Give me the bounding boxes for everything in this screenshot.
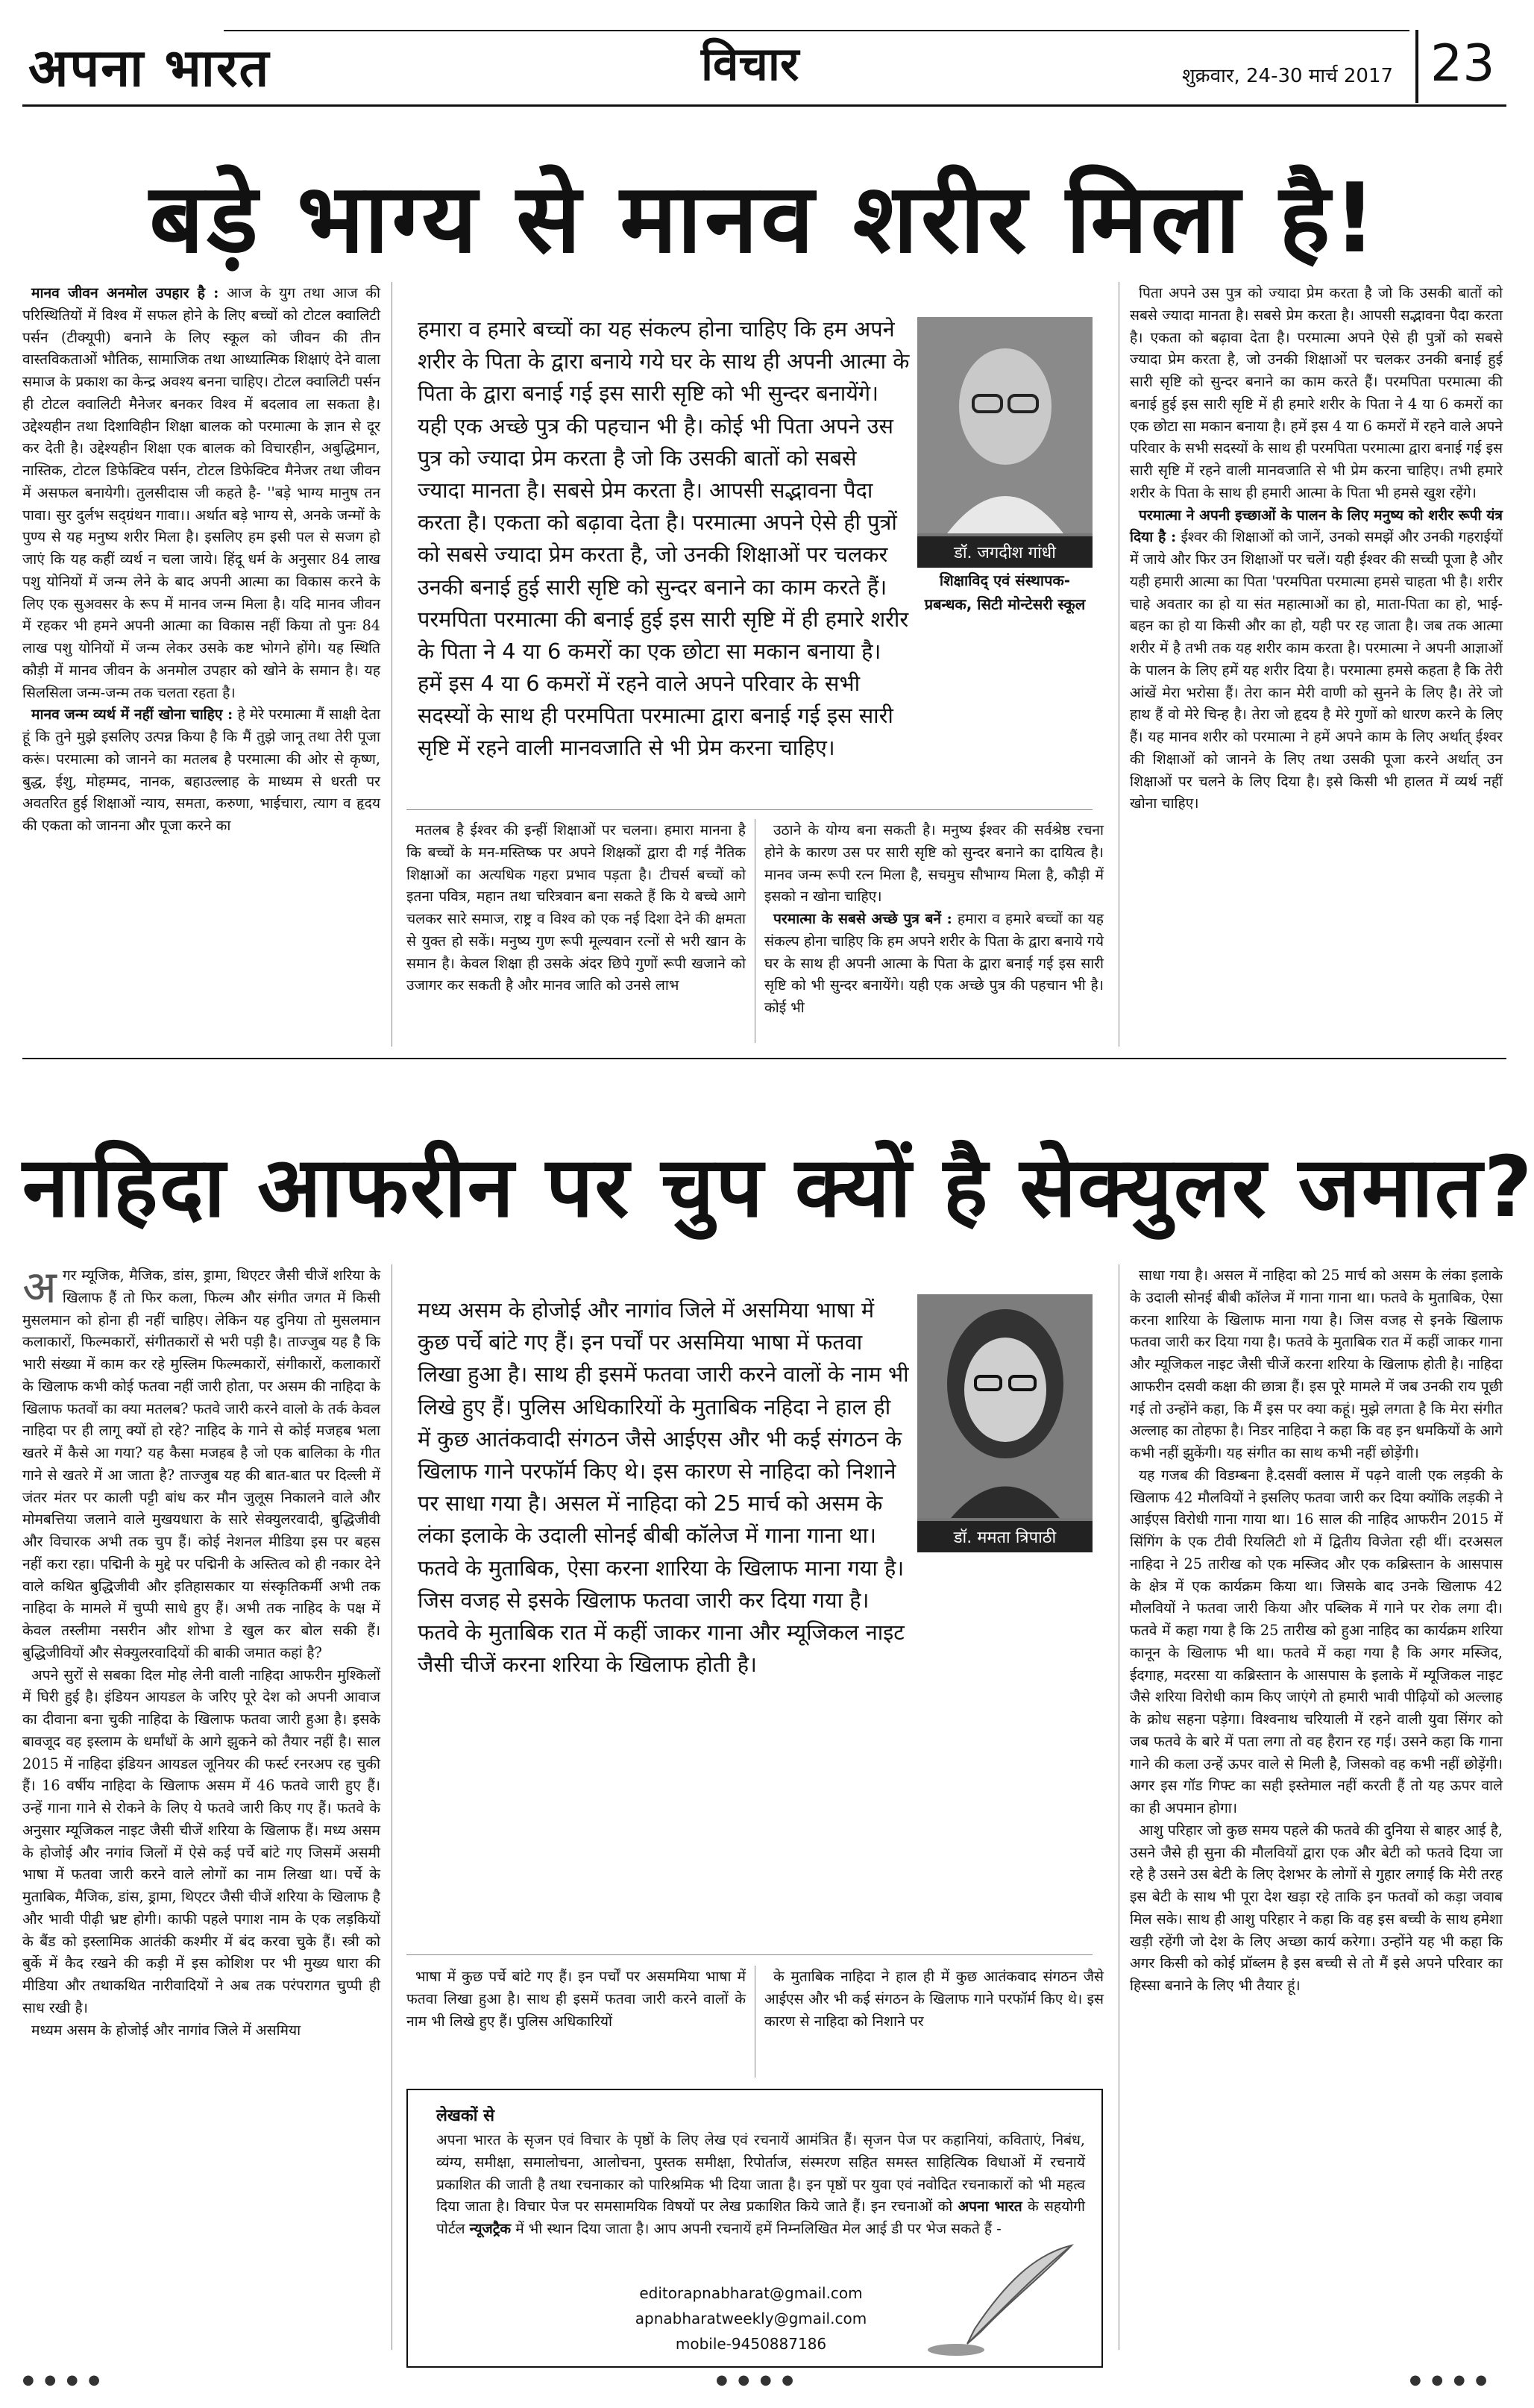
- article2-lead: [418, 1294, 910, 1943]
- article2-dropcap: अ: [22, 1261, 57, 1314]
- article1-column-4: [1130, 282, 1503, 1047]
- writers-notice-box: [406, 2089, 1103, 2368]
- author-affiliation: [914, 568, 1096, 616]
- notice-text: में भी स्थान दिया जाता है। आप अपनी रचनायें हमें निम्नलिखित मेल आई डी पर भेज सकते हैं -: [515, 2220, 1002, 2237]
- article1-paragraph: ईश्वर की शिक्षाओं को जानें, उनको समझें और उनकी गहराईयों में जाये और फिर उन शिक्षाओं पर चलें। यही ईश्वर की सच्ची पूजा है और यही हमारी आत्मा का पिता 'परमपिता परमात्मा हमसे चाहता भी है। शरीर चाहे अवतार का हो या संत महात्माओं का हो, माता-पिता का हो, भाई-बहन का हो या किसी और का हो, यही पर रह जाता है। जब तक आत्मा शरीर में है तभी तक यह शरीर काम करता है। परमात्मा ने अपनी आज्ञाओं के पालन के लिए हमें यह शरीर दिया है। परमात्मा हमसे कहता है कि तेरी आंखें मेरा भरोसा हैं। तेरा कान मेरी वाणी को सुनने के लिए है। तेरे जो हाथ हैं वो मेरे चिन्ह है। तेरा जो हृदय है मेरे गुणों को धारण करने के लिए हैं। यह मानव शरीर को परमात्मा ने हमें अपने काम के लिए अर्थात् ईश्वर की शिक्षाओं को जानने के लिए तथा उसकी पूजा करने अर्थात् उन शिक्षाओं पर चलने के लिए दिया है। इसे किसी भी हालत में व्यर्थ नहीं खोना चाहिए।: [1130, 528, 1503, 812]
- notice-brand: अपना भारत: [958, 2198, 1022, 2216]
- portrait-illustration: [917, 1294, 1093, 1518]
- affiliation-line: शिक्षाविद् एवं संस्थापक-: [939, 571, 1071, 589]
- masthead-divider: [1415, 30, 1418, 103]
- article1-lead: [418, 313, 910, 761]
- footer-dots-center: ● ● ● ●: [716, 2372, 796, 2388]
- article2-headline: नाहिदा आफरीन पर चुप क्यों है सेक्युलर जमात?: [22, 1139, 1534, 1236]
- article2-paragraph: साधा गया है। असल में नाहिदा को 25 मार्च को असम के लंका इलाके के उदाली सोनई बीबी कॉलेज में गाना गाना था। फतवे के मुताबिक, ऐसा करना शारिया के खिलाफ माना गया है। जिस वजह से इनके खिलाफ फतवा जारी कर दिया गया है। फतवे के मुताबिक रात में कहीं जाकर गाना और म्यूजिकल नाइट जैसी चीजें करना शरिया के खिलाफ होती है। नाहिदा आफरीन दसवी कक्षा की छात्रा हैं। इस पूरे मामले में जब उनकी राय पूछी गई तो उन्होंने कहा, कि मैं इस पर क्या कहूं। मुझे लगता है कि मेरा संगीत अल्लाह का तोहफा है। निडर नाहिदा ने कहा कि वह इन धमकियों के आगे कभी नहीं झुकेंगी। यह संगीत का साथ कभी नहीं छोड़ेंगी।: [1130, 1267, 1503, 1461]
- footer-dots-right: ● ● ● ●: [1409, 2372, 1490, 2388]
- notice-portal: न्यूजट्रैक: [469, 2220, 512, 2237]
- article1-headline: बड़े भाग्य से मानव शरीर मिला है!: [149, 163, 1380, 275]
- article1-paragraph: हे मेरे परमात्मा मैं साक्षी देता हूं कि तुने मुझे इसलिए उत्पन्न किया है कि मैं तुझे जानू तथा तेरी पूजा करूं। परमात्मा को जानने का मतलब है परमात्मा की ओर से कृष्ण, बुद्ध, ईशु, मोहम्मद, नानक, बहाउल्लाह के माध्यम से धरती पर अवतरित हुई शिक्षाओं न्याय, समता, करुणा, भाईचारा, त्याग व हृदय की एकता को जानना और पूजा करने का: [22, 706, 380, 834]
- author-photo-jagdish-gandhi: [917, 317, 1093, 563]
- author-caption: डॉ. ममता त्रिपाठी: [917, 1521, 1093, 1552]
- author-photo-mamta-tripathi: [917, 1294, 1093, 1548]
- page-number: 23: [1430, 34, 1495, 93]
- article2-paragraph: भाषा में कुछ पर्चे बांटे गए हैं। इन पर्चों पर असममिया भाषा में फतवा लिखा हुआ है। साथ ही इसमें फतवा जारी करने वालों के नाम भी लिखे हुए हैं। पुलिस अधिकारियों: [406, 1968, 746, 2030]
- portrait-illustration: [917, 317, 1093, 533]
- article1-column-1: [22, 282, 380, 1047]
- article1-column-3: [764, 819, 1104, 1043]
- article2-column-2: [406, 1966, 746, 2078]
- quill-pen-icon: [922, 2239, 1079, 2359]
- article1-paragraph: उठाने के योग्य बना सकती है। मनुष्य ईश्वर की सर्वश्रेष्ठ रचना होने के कारण उस पर सारी सृष्टि को सुन्दर बनाने का दायित्व है। मानव जन्म रूपी रत्न मिला है, सचमुच सौभाग्य मिला है, कौड़ी में इसको न खोना चाहिए।: [764, 821, 1104, 906]
- article2-paragraph: अपने सुरों से सबका दिल मोह लेनी वाली नाहिदा आफरीन मुश्किलों में घिरी हुई है। इंडियन आयडल के जरिए पूरे देश को अपनी आवाज का दीवाना बना चुकी नाहिदा के खिलाफ फतवा जारी हुआ है। इसके बावजूद वह इस्लाम के धर्मांधों के आगे झुकने को तैयार नहीं है। साल 2015 में नाहिदा इंडियन आयडल जूनियर की फर्स्ट रनरअप रह चुकी हैं। 16 वर्षीय नाहिदा के खिलाफ असम में 46 फतवे जारी हुए हैं। उन्हें गाना गाने से रोकने के लिए ये फतवे जारी किए गए हैं। फतवे के अनुसार म्यूजिकल नाइट जैसी चीजें शरिया के खिलाफ हैं। मध्य असम के होजोई और नगांव जिलों में ऐसे कई पर्चे बांटे गए जिसमें असमी भाषा में फतवा जारी करने वाले लोगों का नाम लिखा था। पर्चे के मुताबिक, मैजिक, डांस, ड्रामा, थिएटर जैसी चीजें शरिया के खिलाफ है और भावी पीढ़ी भ्रष्ट होगी। काफी पहले पगाश नाम के एक लड़कियों के बैंड को इस्लामिक आतंकी कश्मीर में बंद करवा चुके हैं। स्त्री को बुर्के में कैद रखने की कड़ी में इस कोशिश पर भी मुख्य धारा की मीडिया और तथाकथित नारीवादियों ने अब तक परंपरागत चुप्पी ही साध रखी है।: [22, 1666, 380, 2016]
- notice-contacts: [594, 2280, 908, 2357]
- article2-paragraph: यह गजब की विडम्बना है.दसवीं क्लास में पढ़ने वाली एक लड़की के खिलाफ 42 मौलवियों ने इसलिए फतवा जारी कर दिया क्योंकि लड़की ने आईएस विरोधी गाना गाया था। 16 साल की नाहिद आफरीन 2015 में सिंगिंग के एक टीवी रियलिटी शो में द्वितीय विजेता रही थीं। दरअसल नाहिदा ने 25 तारीख को एक मस्जिद और एक कब्रिस्तान के आसपास के क्षेत्र में एक कार्यक्रम किया था। जिसके बाद उनके खिलाफ 42 मौलवियों ने फतवा जारी किया और पब्लिक में गाने पर रोक लगा दी। फतवे में कहा गया है कि 25 तारीख को हुआ नाहिद का कार्यक्रम शरिया कानून के खिलाफ भी था। फतवे में कहा गया है कि अगर मस्जिद, ईदगाह, मदरसा या कब्रिस्तान के आसपास के इलाके में म्यूजिकल नाइट जैसे शरिया विरोधी काम किए जाएंगे तो हमारी भावी पीढ़ियों को अल्लाह के क्रोध सहना पड़ेगा। विश्वनाथ चरियाली में रहने वाली युवा सिंगर को जब फतवे के बारे में पता लगा तो वह हैरान रह गई। उसने कहा कि गाना गाने की कला उन्हें ऊपर वाले से मिली है, जिसको वह कभी नहीं छोड़ेंगी। अगर इस गॉड गिफ्ट का सही इस्तेमाल नहीं करती हैं तो यह ऊपर वाले का ही अपमान होगा।: [1130, 1466, 1503, 1816]
- article1-lead-text: हमारा व हमारे बच्चों का यह संकल्प होना चाहिए कि हम अपने शरीर के पिता के द्वारा बनाये गये घर के साथ ही अपनी आत्मा के पिता के द्वारा बनाई गई इस सारी सृष्टि को भी सुन्दर बनायेंगे। यही एक अच्छे पुत्र की पहचान भी है। कोई भी पिता अपने उस पुत्र को ज्यादा प्रेम करता है जो कि उसकी बातों को सबसे ज्यादा मानता है। सबसे प्रेम करता है। आपसी सद्भावना पैदा करता है। एकता को बढ़ावा देता है। परमात्मा अपने ऐसे ही पुत्रों को सबसे ज्यादा प्रेम करता है, जो उनकी शिक्षाओं पर चलकर उनकी बनाई हुई सारी सृष्टि को सुन्दर बनाने का काम करते हैं। परमपिता परमात्मा की बनाई हुई इस सारी सृष्टि में ही हमारे शरीर के पिता ने 4 या 6 कमरों का एक छोटा सा मकान बनाया है। हमें इस 4 या 6 कमरों में रहने वाले अपने परिवार के सभी सदस्यों के साथ ही परमपिता परमात्मा द्वारा बनाई गई इस सारी सृष्टि में रहने वाली मानवजाति से भी प्रेम करना चाहिए।: [418, 316, 910, 761]
- notice-body: [436, 2129, 1085, 2240]
- affiliation-line: प्रबन्धक, सिटी मोन्टेसरी स्कूल: [924, 595, 1086, 613]
- issue-date: शुक्रवार, 24-30 मार्च 2017: [1182, 65, 1394, 87]
- article2-paragraph: मध्यम असम के होजोई और नागांव जिले में असमिया: [31, 2021, 301, 2039]
- article2-column-1: [22, 1261, 380, 2350]
- article1-paragraph: पिता अपने उस पुत्र को ज्यादा प्रेम करता है जो कि उसकी बातों को सबसे ज्यादा मानता है। सबसे प्रेम करता है। आपसी सद्भावना पैदा करता है। एकता को बढ़ावा देता है। परमात्मा अपने ऐसे ही पुत्रों को सबसे ज्यादा प्रेम करता है, जो उनकी शिक्षाओं पर चलकर उनकी बनाई हुई सारी सृष्टि को सुन्दर बनाने का काम करते हैं। परमपिता परमात्मा की बनाई हुई इस सारी सृष्टि में ही हमारे शरीर के पिता ने 4 या 6 कमरों का एक छोटा सा मकान बनाया है। हमें इस 4 या 6 कमरों में रहने वाले अपने परिवार के सभी सदस्यों के साथ ही परमपिता परमात्मा द्वारा बनाई गई इस सारी सृष्टि में रहने वाली मानवजाति से भी प्रेम करना चाहिए। तभी हमारे शरीर के पिता के साथ ही हमारी आत्मा के पिता भी हमसे खुश रहेंगे।: [1130, 284, 1503, 501]
- email-link[interactable]: editorapnabharat@gmail.com: [639, 2284, 863, 2302]
- section-name: विचार: [701, 37, 799, 91]
- email-link[interactable]: apnabharatweekly@gmail.com: [635, 2310, 867, 2327]
- article-separator: [22, 1058, 1506, 1059]
- notice-text: अपना भारत के सृजन एवं विचार के पृष्ठों के लिए लेख एवं रचनायें आमंत्रित हैं। सृजन पेज पर कहानियां, कविताएं, निबंध, व्यंग्य, समीक्षा, समालोचना, आलोचना, पुस्तक समीक्षा, रिपोर्ताज, संस्मरण सहित समस्त साहित्यिक विधाओं में रचनायें प्रकाशित की जाती है तथा रचनाकार को पारिश्रमिक भी दिया जाता है। इन पृष्ठों पर युवा एवं नवोदित रचनाकारों को भी महत्व दिया जाता है। विचार पेज पर समसामयिक विषयों पर लेख प्रकाशित किये जाते हैं। इन रचनाओं को: [436, 2131, 1085, 2216]
- article2-column-3: [764, 1966, 1104, 2078]
- article1-paragraph: आज के युग तथा आज की परिस्थितियों में विश्व में सफल होने के लिए बच्चों को टोटल क्वालिटी पर्सन (टीक्यूपी) बनाने के लिए स्कूल को जीवन की तीन वास्तविकताओं भौतिक, सामाजिक तथा आध्यात्मिक शिक्षाएं देने वाला समाज के प्रकाश का केन्द्र अवश्य बनना चाहिए। टोटल क्वालिटी पर्सन ही टोटल क्वालिटी मैनेजर बनकर विश्व में बदलाव ला सकता है। उद्देश्यहीन तथा दिशाविहीन शिक्षा बालक को परमात्मा के ज्ञान से दूर कर देती है। उद्देश्यहीन शिक्षा एक बालक को विचारहीन, अबुद्धिमान, नास्तिक, टोटल डिफेक्टिव पर्सन, टोटल डिफेक्टिव मैनेजर तथा जीवन में असफल बनायेगी। तुलसीदास जी कहते है- ''बड़े भाग्य मानुष तन पावा। सुर दुर्लभ सद्ग्रंथन गावा।। अर्थात बड़े भाग्य से, अनके जन्मों के पुण्य से यह मनुष्य शरीर मिला है। इसलिए हम इसी पल से सजग हो जाएं कि यह कहीं व्यर्थ न चला जाये। हिंदू धर्म के अनुसार 84 लाख पशु योनियों में जन्म लेने के बाद अपनी आत्मा का विकास करने के लिए एक सुअवसर के रूप में मानव जन्म मिला है। यदि मानव जीवन में रहकर भी हमने अपनी आत्मा का विकास नहीं किया तो पुनः 84 लाख पशु योनियों में जन्म लेकर उसके कष्ट भोगने होंगे। यह स्थिति कौड़ी में मानव जीवन के अनमोल उपहार को खोने के समान है। यह सिलसिला जन्म-जन्म तक चलता रहता है।: [22, 284, 380, 701]
- lead-rule: [406, 809, 1093, 810]
- article1-subheading: मानव जीवन अनमोल उपहार है :: [31, 284, 219, 301]
- article1-paragraph: मतलब है ईश्वर की इन्हीं शिक्षाओं पर चलना। हमारा मानना है कि बच्चों के मन-मस्तिष्क पर अपने शिक्षकों द्वारा दी गई नैतिक शिक्षाओं का अत्यधिक गहरा प्रभाव पड़ता है। टीचर्स बच्चों को इतना पवित्र, महान तथा चरित्रवान बना सकते हैं कि ये बच्चे आगे चलकर सारे समाज, राष्ट्र व विश्व को एक नई दिशा देने की क्षमता से युक्त हो सकें। मनुष्य गुण रूपी मूल्यवान रत्नों से भरी खान के समान है। केवल शिक्षा ही उसके अंदर छिपे गुणों रूपी खजाने को उजागर कर सकती है और मानव जाति को उनसे लाभ: [406, 821, 746, 994]
- notice-title: लेखकों से: [436, 2107, 495, 2125]
- article2-lead-text: मध्य असम के होजोई और नागांव जिले में असमिया भाषा में कुछ पर्चे बांटे गए हैं। इन पर्चों पर असमिया भाषा में फतवा लिखा हुआ है। साथ ही इसमें फतवा जारी करने वालों के नाम भी लिखे हुए हैं। पुलिस अधिकारियों के मुताबिक नहिदा ने हाल ही में कुछ आतंकवादी संगठन जैसे आईएस और भी कई संगठन के खिलाफ गाने परफॉर्म किए थे। इस कारण से नाहिदा को निशाने पर साधा गया है। असल में नाहिदा को 25 मार्च को असम के लंका इलाके के उदाली सोनई बीबी कॉलेज में गाना गाना था। फतवे के मुताबिक, ऐसा करना शारिया के खिलाफ माना गया है। जिस वजह से इसके खिलाफ फतवा जारी कर दिया गया है। फतवे के मुताबिक रात में कहीं जाकर गाना और म्यूजिकल नाइट जैसी चीजें करना शरिया के खिलाफ होती है।: [418, 1297, 909, 1678]
- article1-column-2: [406, 819, 746, 1043]
- author-caption: डॉ. जगदीश गांधी: [917, 536, 1093, 568]
- article2-paragraph: के मुताबिक नाहिदा ने हाल ही में कुछ आतंकवाद संगठन जैसे आईएस और भी कई संगठन के खिलाफ गाने परफॉर्म किए थे। इस कारण से नाहिदा को निशाने पर: [764, 1968, 1104, 2030]
- article1-paragraph: हमारा व हमारे बच्चों का यह संकल्प होना चाहिए कि हम अपने शरीर के पिता के द्वारा बनाये गये घर के साथ ही अपनी आत्मा के पिता के द्वारा बनाई गई इस सारी सृष्टि को भी सुन्दर बनायेंगे। यही एक अच्छे पुत्र की पहचान भी है। कोई भी: [764, 910, 1104, 1016]
- masthead-logo: अपना भारत: [28, 37, 271, 98]
- lead-rule: [406, 1954, 1093, 1955]
- article2-paragraph: गर म्यूजिक, मैजिक, डांस, ड्रामा, थिएटर जैसी चीजें शरिया के खिलाफ हैं तो फिर कला, फिल्म और संगीत जगत में किसी मुसलमान को होना ही नहीं चाहिए। लेकिन यह दुनिया तो मुसलमान कलाकारों, फिल्मकारों, संगीतकारों से भरी पड़ी है। ताज्जुब यह है कि भारी संख्या में काम कर रहे मुस्लिम फिल्मकारों, संगीकारों, कलाकारों के खिलाफ कभी कोई फतवा नहीं जारी होता, पर असम की नाहिदा के खिलाफ फतवों का क्या मतलब? फतवे जारी करने वालो के तर्क केवल नाहिदा पर ही लागू क्यों हो रहे? नाहिद के गाने से कोई मजहब भला खतरे में कैसे आ गया? यह कैसा मजहब है जो एक बालिका के गीत गाने से खतरे में आ जाता है? ताज्जुब यह की बात-बात पर दिल्ली में जंतर मंतर पर काली पट्टी बांध कर मौन जुलूस निकालने वाले और मोमबत्तिया जलाने वाले मुखयधारा के सारे सेक्युलरवादी, बुद्धिजीवी और विचारक अभी तक चुप हैं। कोई नेशनल मीडिया इस पर बहस नहीं करा रहा। पद्मिनी के मुद्दे पर पद्मिनी के अस्तित्व को ही नकार देने वाले कथित बुद्धिजीवी और इतिहासकार या संस्कृतिकर्मी अभी तक नाहिदा के मामले में चुप्पी साधे हुए हैं। अभी तक नाहिद के पक्ष में केवल तस्लीमा नसरीन और शोभा डे खुल कर बोल सकी हैं। बुद्धिजीवियों और सेक्युलरवादियों की बाकी जमात कहां है?: [22, 1267, 380, 1661]
- article2-column-4: [1130, 1264, 1503, 2350]
- masthead-top-rule: [224, 30, 1409, 31]
- mobile-number: mobile-9450887186: [675, 2335, 827, 2353]
- footer-dots-left: ● ● ● ●: [22, 2372, 103, 2388]
- article1-subheading: मानव जन्म व्यर्थ में नहीं खोना चाहिए :: [31, 706, 233, 724]
- notice-text: के सहयोगी पोर्टल: [436, 2198, 1085, 2237]
- masthead-bottom-rule: [22, 104, 1506, 107]
- article1-subheading: परमात्मा के सबसे अच्छे पुत्र बनें :: [773, 910, 952, 927]
- article1-lead-continued: [418, 671, 1093, 798]
- article2-paragraph: आशु परिहार जो कुछ समय पहले की फतवे की दुनिया से बाहर आई है, उसने जैसे ही सुना की मौलवियों द्वारा एक और बेटी को फतवे दिया जा रहे है उसने उस बेटी के लिए देशभर के लोगों से गुहार लगाई कि मेरी तरह इस बेटी के साथ भी पूरा देश खड़ा रहे ताकि इन फतवों को कड़ा जवाब मिल सके। साथ ही आशु परिहार ने कहा कि वह इस बच्ची के साथ हमेशा खड़ी रहेंगी जो देश के लिए अच्छा कार्य करेगा। उन्होंने यह भी कहा कि अगर किसी को कोई प्रॉब्लम है इस बच्ची से तो मैं इसे अपने परिवार का हिस्सा बनाने के लिए भी तैयार हूं।: [1130, 1821, 1503, 1994]
- article1-subheading: परमात्मा ने अपनी इच्छाओं के पालन के लिए मनुष्य को शरीर रूपी यंत्र दिया है :: [1130, 506, 1503, 546]
